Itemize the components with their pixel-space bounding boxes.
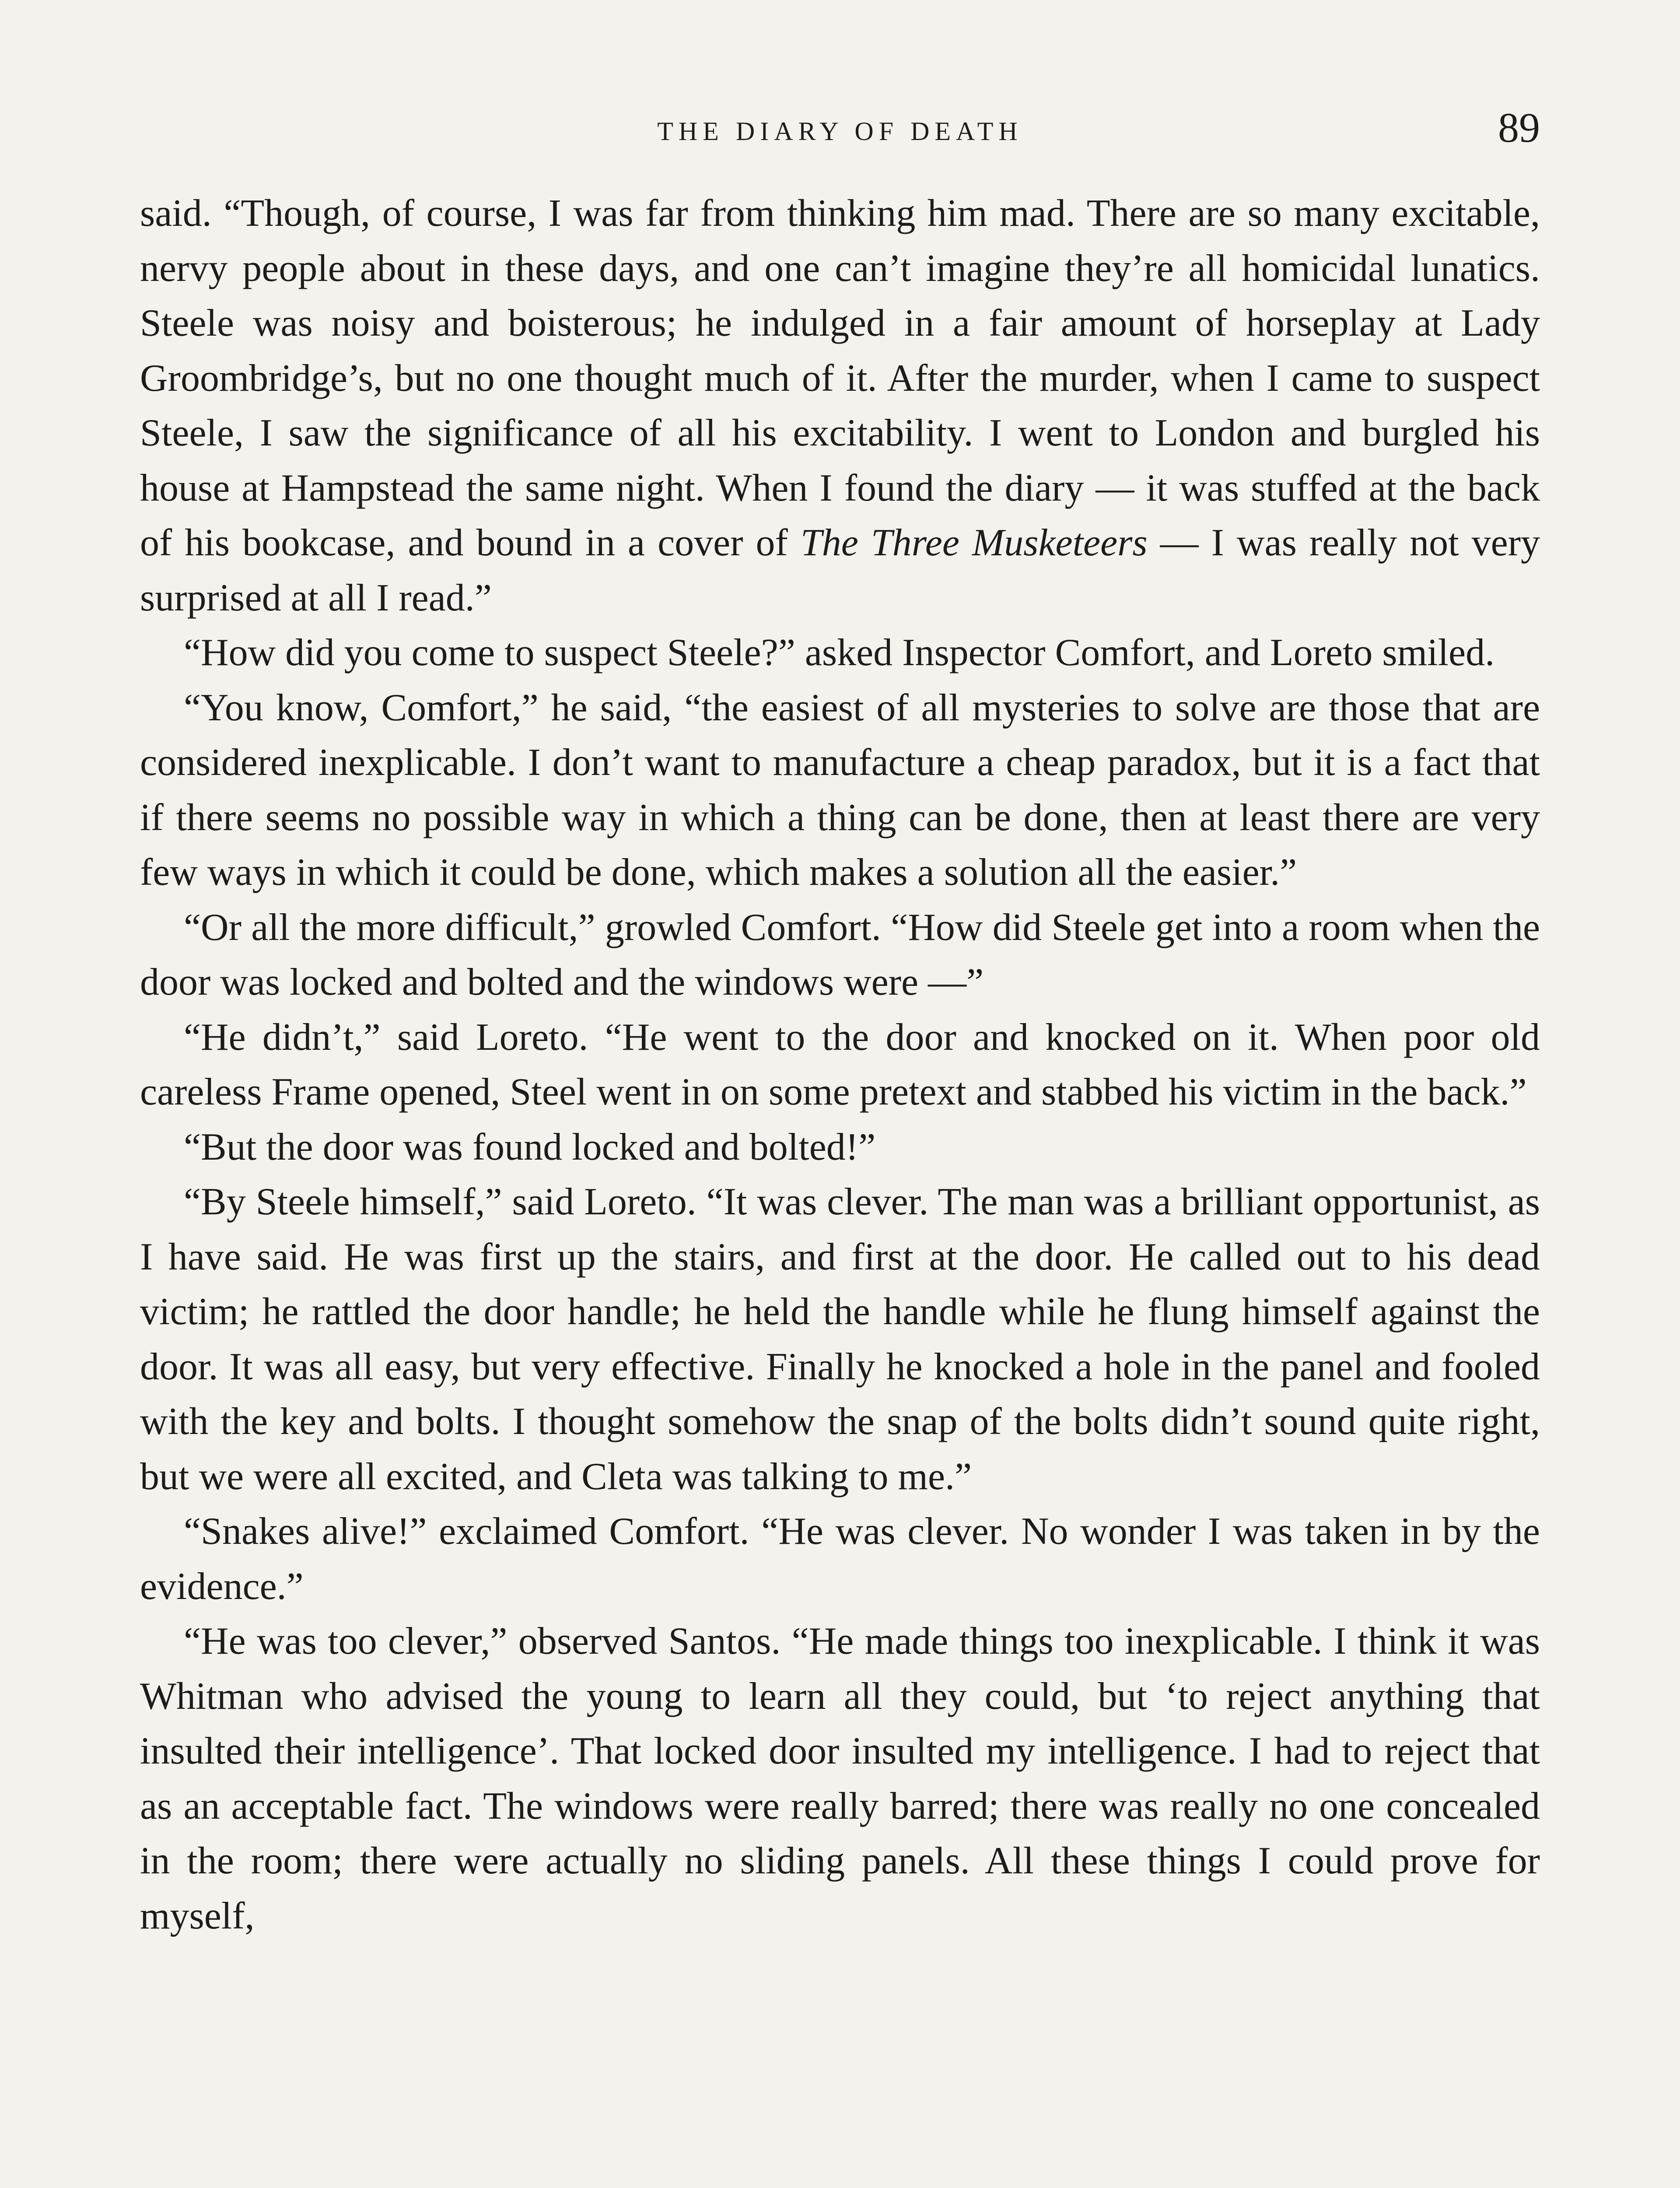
body-text (140, 186, 1540, 1943)
paragraph-1-text-a: said. “Though, of course, I was far from thinking him mad. There are so many excitable, nervy people about in these days, and one can’t imagine they’re all homicidal lunatics. Steele was noisy and boisterous; he indulged in a fair amount of horseplay at Lady Groombridge’s, but no one thought much of it. After the murder, when I came to suspect Steele, I saw the significance of all his excitability. I went to London and burgled his house at Hampstead the same night. When I found the diary — it was stuffed at the back of his bookcase, and bound in a cover of (140, 192, 1540, 564)
paragraph-6: “But the door was found locked and bolted!” (184, 1126, 876, 1168)
running-head (140, 104, 1540, 151)
paragraph-3: “You know, Comfort,” he said, “the easiest of all mysteries to solve are those that are considered inexplicable. I don’t want to manufacture a cheap paradox, but it is a fact that if there seems no possible way in which a thing can be done, then at least there are very few ways in which it could be done, which makes a solution all the easier.” (140, 686, 1540, 894)
book-title-italic: The Three Musketeers (800, 522, 1148, 564)
paragraph-2: “How did you come to suspect Steele?” asked Inspector Comfort, and Loreto smiled. (184, 631, 1495, 674)
paragraph-1-text-b: — I was really not very surprised at all I read.” (140, 522, 1540, 619)
paragraph-5: “He didn’t,” said Loreto. “He went to the door and knocked on it. When poor old careless Frame opened, Steel went in on some pretext and stabbed his victim in the back.” (140, 1016, 1540, 1113)
paragraph-8: “Snakes alive!” exclaimed Comfort. “He was clever. No wonder I was taken in by the evidence.” (140, 1510, 1540, 1608)
paragraph-4: “Or all the more difficult,” growled Comfort. “How did Steele get into a room when the door was locked and bolted and the windows were —” (140, 906, 1540, 1003)
running-title: THE DIARY OF DEATH (657, 117, 1023, 146)
paragraph-1 (140, 186, 1540, 625)
paragraph-7: “By Steele himself,” said Loreto. “It was clever. The man was a brilliant opportunist, as I have said. He was first up the stairs, and first at the door. He called out to his dead victim; he rattled the door handle; he held the handle while he flung himself against the door. It was all easy, but very effective. Finally he knocked a hole in the panel and fooled with the key and bolts. I thought somehow the snap of the bolts didn’t sound quite right, but we were all excited, and Cleta was talking to me.” (140, 1181, 1540, 1498)
page-number: 89 (1498, 104, 1540, 151)
paragraph-9: “He was too clever,” observed Santos. “He made things too inexplicable. I think it was Whitman who advised the young to learn all they could, but ‘to reject anything that insulted their intelligence’. That locked door insulted my intelligence. I had to reject that as an acceptable fact. The windows were really barred; there was really no one concealed in the room; there were actually no sliding panels. All these things I could prove for myself, (140, 1620, 1540, 1937)
